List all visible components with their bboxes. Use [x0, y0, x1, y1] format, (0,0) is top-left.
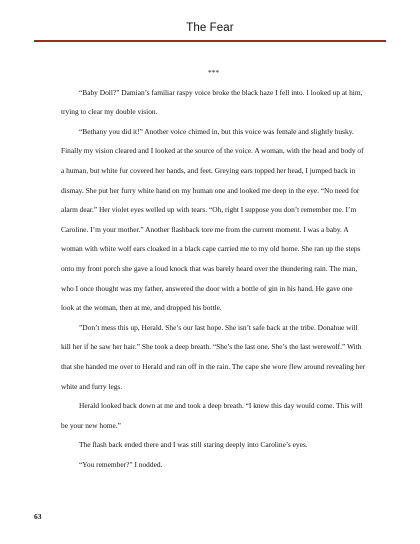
paragraph: ”Don’t mess this up, Herald. She’s our last hope. She isn’t safe back at the tribe. Donahue will kill her if he saw her hair.” She took a deep breath. “She’s the last one. She’s the last werewolf.” With that she handed me over to Herald and ran off in the rain. The cape she wore flew around revealing her white and furry legs.	[61, 322, 366, 391]
paragraph: Herald looked back down at me and took a deep breath. “I knew this day would come. This will be your new home.”	[61, 401, 363, 430]
paragraph: “You remember?” I nodded.	[79, 459, 163, 469]
header-rule	[34, 40, 386, 42]
paragraph: “Baby Doll?” Damian’s familiar raspy voice broke the black haze I fell into. I looked up at him, trying to clear my double vision.	[61, 87, 363, 117]
running-header: The Fear	[186, 22, 234, 34]
paragraph: The flash back ended there and I was still staring deeply into Caroline’s eyes.	[79, 440, 308, 450]
page-body	[61, 63, 366, 474]
page-number: 63	[34, 512, 42, 521]
scene-separator: ***	[207, 68, 220, 77]
paragraph: “Bethany you did it!” Another voice chimed in, but this voice was female and slightly husky. Finally my vision cleared and I looked at the source of the voice. A woman, with the head and body of a human, but white fur covered her hands, and feet. Greying ears topped her head, I jumped back in dismay. She put her furry white hand on my human one and looked me deep in the eye. “No need for alarm dear.” Her violet eyes welled up with tears. “Oh, right I suppose you don’t remember me. I’m Caroline. I’m your mother.” Another flashback tore me from the current moment. I was a baby. A woman with white wolf ears cloaked in a black cape carried me to my old home. She ran up the steps onto my front porch she gave a loud knock that was barely heard over the thundering rain. The man, who I once thought was my father, answered the door with a bottle of gin in his hand. He gave one look at the woman, then at me, and dropped his bottle.	[61, 126, 364, 313]
